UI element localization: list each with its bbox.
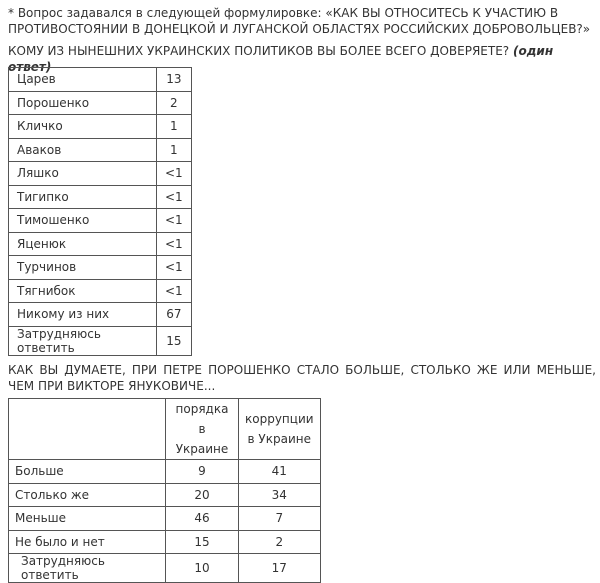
row-value: 67 [157, 303, 192, 327]
header-order-line1: порядка [175, 402, 229, 416]
table-row [9, 530, 321, 554]
row-order-value: 46 [166, 507, 239, 531]
row-order-value: 10 [166, 554, 239, 583]
row-corruption-value: 17 [239, 554, 321, 583]
table-row [9, 162, 192, 186]
row-order-value: 15 [166, 530, 239, 554]
row-label: Больше [9, 460, 166, 484]
row-value: 1 [157, 115, 192, 139]
row-label: Аваков [9, 138, 157, 162]
table-row [9, 138, 192, 162]
table-row [9, 554, 321, 583]
table-row [9, 483, 321, 507]
table-row [9, 326, 192, 355]
row-value: <1 [157, 256, 192, 280]
row-corruption-value: 41 [239, 460, 321, 484]
row-value: 2 [157, 91, 192, 115]
table-row [9, 303, 192, 327]
row-label: Турчинов [9, 256, 157, 280]
row-order-value: 20 [166, 483, 239, 507]
row-label: Царев [9, 68, 157, 92]
row-label: Столько же [9, 483, 166, 507]
row-label: Не было и нет [9, 530, 166, 554]
row-order-value: 9 [166, 460, 239, 484]
row-label: Порошенко [9, 91, 157, 115]
table-row [9, 115, 192, 139]
row-value: <1 [157, 232, 192, 256]
row-label: Затрудняюсь ответить [9, 326, 157, 355]
table-row [9, 209, 192, 233]
row-label: Ляшко [9, 162, 157, 186]
row-value: <1 [157, 162, 192, 186]
row-label: Затрудняюсь ответить [9, 554, 166, 583]
header-corruption-line1: коррупции [245, 412, 314, 426]
table-row [9, 460, 321, 484]
row-label: Кличко [9, 115, 157, 139]
question-1-text: КОМУ ИЗ НЫНЕШНИХ УКРАИНСКИХ ПОЛИТИКОВ ВЫ БОЛЕЕ ВСЕГО ДОВЕРЯЕТЕ? [8, 44, 510, 58]
row-corruption-value: 7 [239, 507, 321, 531]
table-row [9, 279, 192, 303]
row-value: 13 [157, 68, 192, 92]
trust-politicians-table [8, 67, 192, 356]
row-label: Меньше [9, 507, 166, 531]
row-label: Никому из них [9, 303, 157, 327]
table-row [9, 91, 192, 115]
row-corruption-value: 34 [239, 483, 321, 507]
row-value: <1 [157, 209, 192, 233]
header-order [166, 399, 239, 460]
table-row [9, 232, 192, 256]
footnote-text: * Вопрос задавался в следующей формулировке: «КАК ВЫ ОТНОСИТЕСЬ К УЧАСТИЮ В ПРОТИВОСТОЯНИИ В ДОНЕЦКОЙ И ЛУГАНСКОЙ ОБЛАСТЯХ РОССИЙСКИХ ДОБРОВОЛЬЦЕВ?» [8, 6, 591, 36]
question-1-answer-hint: (один ответ) [8, 44, 554, 74]
comparison-table [8, 398, 321, 583]
header-corruption-line2: в Украине [247, 432, 311, 446]
table-row [9, 256, 192, 280]
header-corruption [239, 399, 321, 460]
row-label: Тигипко [9, 185, 157, 209]
header-empty-cell [9, 399, 166, 460]
row-value: 1 [157, 138, 192, 162]
row-corruption-value: 2 [239, 530, 321, 554]
table-row [9, 507, 321, 531]
row-value: <1 [157, 279, 192, 303]
row-value: <1 [157, 185, 192, 209]
row-value: 15 [157, 326, 192, 355]
question-2-text: КАК ВЫ ДУМАЕТЕ, ПРИ ПЕТРЕ ПОРОШЕНКО СТАЛО БОЛЬШЕ, СТОЛЬКО ЖЕ ИЛИ МЕНЬШЕ, ЧЕМ ПРИ ВИКТОРЕ ЯНУКОВИЧЕ... [8, 363, 596, 393]
row-label: Тягнибок [9, 279, 157, 303]
table-header-row [9, 399, 321, 460]
table-row [9, 185, 192, 209]
table-row [9, 68, 192, 92]
header-order-line2: в Украине [175, 422, 229, 456]
row-label: Тимошенко [9, 209, 157, 233]
row-label: Яценюк [9, 232, 157, 256]
